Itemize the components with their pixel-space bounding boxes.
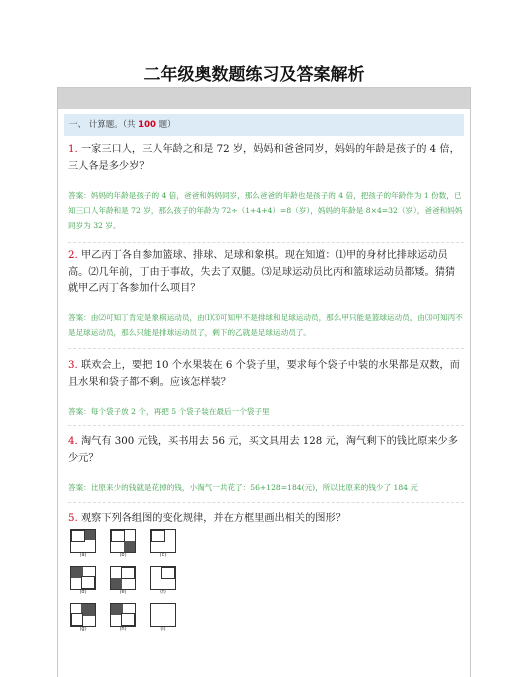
figure-i-answer-box[interactable]: (i) [150, 603, 176, 633]
question-text: 一家三口人，三人年龄之和是 72 岁，妈妈和爸爸同岁，妈妈的年龄是孩子的 4 倍，三人各是多少岁？ [68, 144, 460, 172]
question-2 [68, 248, 464, 298]
question-4 [68, 434, 464, 467]
figure-g: (g) [70, 603, 96, 633]
figure-a: (a) [70, 529, 96, 559]
question-3 [68, 358, 464, 391]
question-5 [68, 511, 464, 528]
answer-2: 答案：由⑵可知丁肯定是象棋运动员，由⑴⑶可知甲不是排球和足球运动员，那么甲只能是篮球运动员，由⑶可知丙不是足球运动员，那么只能是排球运动员了，剩下的乙就是足球运动员了。 [68, 313, 463, 337]
question-number: 2. [68, 250, 78, 261]
question-number: 1. [68, 144, 78, 155]
figure-d: (d) [70, 566, 96, 596]
question-count: 100 [138, 120, 156, 130]
question-number: 3. [68, 360, 78, 371]
divider [68, 502, 464, 503]
page-title: 二年级奥数题练习及答案解析 [143, 65, 365, 85]
figure-h: (h) [110, 603, 136, 633]
figure-f: (f) [150, 566, 176, 596]
question-number: 4. [68, 436, 78, 447]
question-text: 甲乙丙丁各自参加篮球、排球、足球和象棋。现在知道：⑴甲的身材比排球运动员高。⑵几年前，丁由于事故，失去了双腿。⑶足球运动员比丙和篮球运动员都矮。猜猜就甲乙丙丁各参加什么项目？ [68, 250, 456, 294]
divider [68, 425, 464, 426]
frame-header-bar [58, 88, 470, 109]
question-text: 联欢会上，要把 10 个水果装在 6 个袋子里，要求每个袋子中装的水果都是双数，而且水果和袋子都不剩。应该怎样装？ [68, 360, 460, 388]
question-text: 观察下列各组图的变化规律，并在方框里画出相关的图形？ [80, 513, 346, 524]
answer-3: 答案：每个袋子放 2 个，再把 5 个袋子装在最后一个袋子里 [68, 407, 270, 416]
question-1 [68, 142, 464, 175]
answer-4: 答案：比原来少的钱就是花掉的钱，小淘气一共花了：56+128=184(元)，所以比原来的钱少了 184 元 [68, 483, 418, 492]
section-header [64, 114, 464, 136]
figure-c: (c) [150, 529, 176, 559]
divider [68, 348, 464, 349]
divider [68, 242, 464, 243]
section-label: 一、 计算题。（共 [69, 120, 139, 130]
worksheet-frame [57, 87, 471, 677]
figure-b: (b) [110, 529, 136, 559]
question-text: 淘气有 300 元钱，买书用去 56 元，买文具用去 128 元，淘气剩下的钱比原来少多少元？ [68, 436, 458, 464]
section-suffix: 题） [155, 120, 176, 130]
answer-1: 答案：妈妈的年龄是孩子的 4 倍，爸爸和妈妈同岁，那么爸爸的年龄也是孩子的 4 倍，把孩子的年龄作为 1 份数，已知三口人年龄和是 72 岁，那么孩子的年龄为 72÷（1+4+4）=8（岁），妈妈的年龄是 8×4=32（岁），爸爸和妈妈同岁为 32 岁。 [68, 191, 463, 230]
question-number: 5. [68, 513, 78, 524]
pattern-figures [70, 529, 190, 659]
figure-e: (e) [110, 566, 136, 596]
